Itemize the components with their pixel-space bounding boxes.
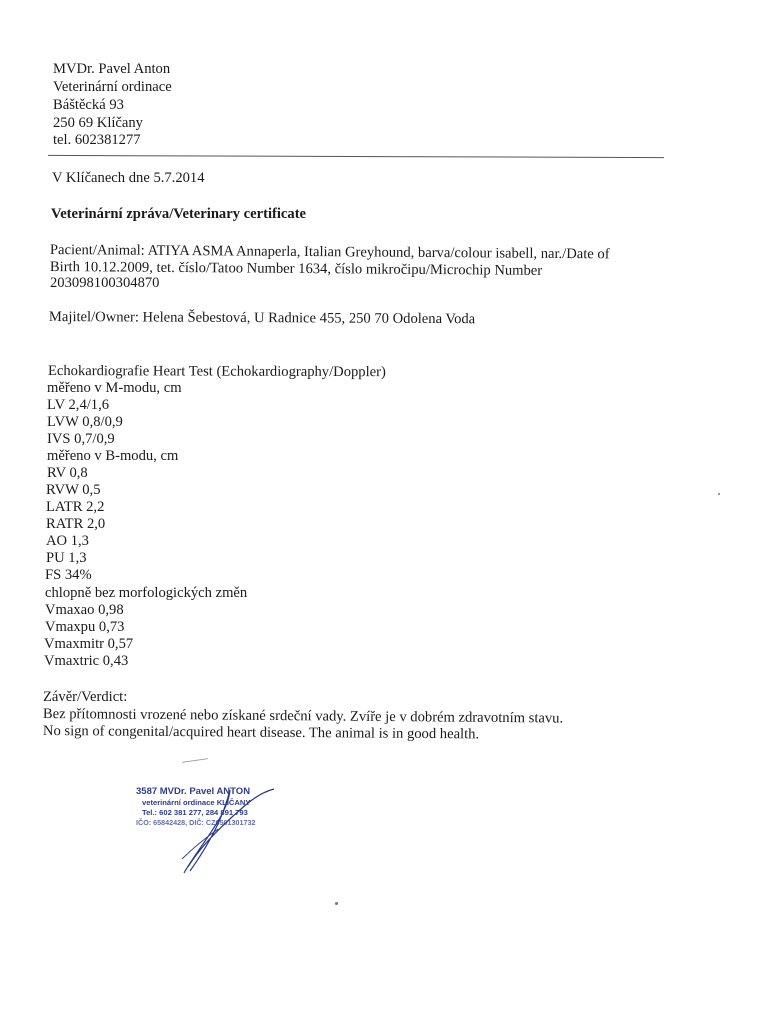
verdict-label: Závěr/Verdict: — [43, 689, 128, 705]
owner-line: Majitel/Owner: Helena Šebestová, U Radnice 455, 250 70 Odolena Voda — [48, 309, 476, 328]
phone: tel. 602381277 — [53, 132, 141, 148]
measurement-line: měřeno v B-modu, cm — [47, 448, 179, 464]
measurement-line: Vmaxpu 0,73 — [45, 619, 125, 635]
measurement-line: RATR 2,0 — [46, 516, 106, 532]
patient-line-2: Birth 10.12.2009, tet. číslo/Tatoo Number 1634, číslo mikročipu/Microchip Number — [49, 259, 543, 279]
scan-speck — [335, 902, 338, 905]
measurement-line: LV 2,4/1,6 — [47, 397, 110, 413]
measurement-line: chlopně bez morfologických změn — [45, 585, 248, 601]
signature — [170, 785, 280, 875]
clinic-name: Veterinární ordinace — [53, 79, 172, 95]
measurement-line: měřeno v M-modu, cm — [47, 380, 182, 396]
patient-line-1: Pacient/Animal: ATIYA ASMA Annaperla, Italian Greyhound, barva/colour isabell, nar./Date of — [49, 242, 610, 263]
measurement-line: Vmaxao 0,98 — [45, 602, 124, 618]
measurement-line: RVW 0,5 — [46, 482, 101, 498]
measurement-line: FS 34% — [45, 567, 92, 583]
measurement-line: PU 1,3 — [46, 550, 87, 566]
stamp-line: 3587 MVDr. Pavel ANTON — [136, 786, 251, 797]
stamp-line: IČO: 65842428, DIČ: CZ6501301732 — [136, 818, 256, 827]
measurement-line: AO 1,3 — [46, 533, 89, 549]
vet-name: MVDr. Pavel Anton — [53, 61, 171, 77]
verdict-english: No sign of congenital/acquired heart disease. The animal is in good health. — [42, 723, 480, 743]
document-title: Veterinární zpráva/Veterinary certificate — [51, 206, 307, 222]
scan-mark — [182, 758, 208, 763]
measurement-line: Vmaxmitr 0,57 — [44, 636, 134, 652]
header-divider — [48, 155, 664, 158]
verdict-czech: Bez přítomnosti vrozené nebo získané srdeční vady. Zvíře je v dobrém zdravotním stavu. — [42, 706, 564, 727]
city-address: 250 69 Klíčany — [53, 115, 143, 131]
stamp-line: veterinární ordinace KLÍČANY — [142, 798, 251, 807]
date-line: V Klíčanech dne 5.7.2014 — [52, 170, 205, 186]
echo-heading: Echokardiografie Heart Test (Echokardiography/Doppler) — [47, 363, 386, 381]
street-address: Báštěcká 93 — [53, 97, 124, 113]
stamp-line: Tel.: 602 381 277, 284 891 793 — [142, 808, 248, 817]
measurement-line: LVW 0,8/0,9 — [47, 414, 123, 430]
measurement-line: RV 0,8 — [47, 465, 88, 481]
measurement-line: LATR 2,2 — [46, 499, 105, 515]
measurement-line: Vmaxtric 0,43 — [44, 653, 129, 669]
measurement-line: IVS 0,7/0,9 — [47, 431, 115, 447]
scan-speck — [718, 493, 720, 495]
patient-line-3: 203098100304870 — [50, 275, 160, 291]
